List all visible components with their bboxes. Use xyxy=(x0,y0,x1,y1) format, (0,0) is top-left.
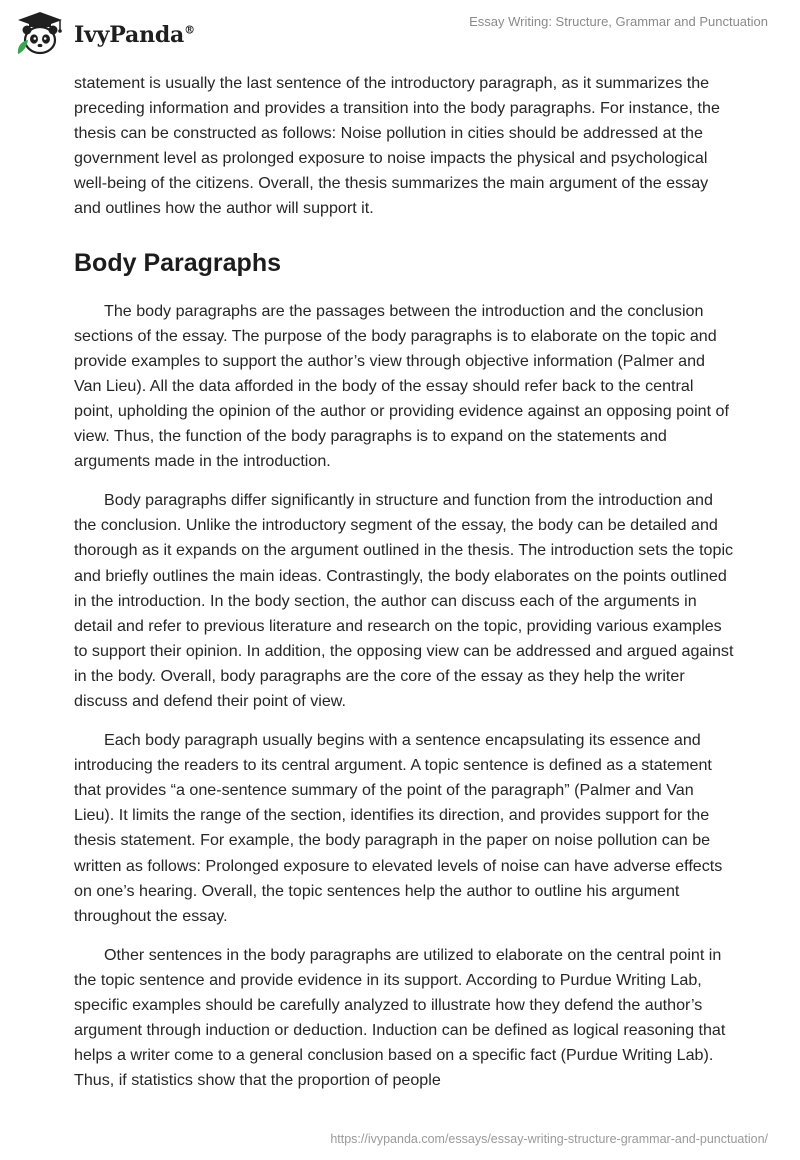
section-heading: Body Paragraphs xyxy=(74,248,282,277)
brand-logo[interactable] xyxy=(14,10,195,56)
body-paragraph-1: The body paragraphs are the passages between the introduction and the conclusion sections of the essay. The purpose of the body paragraphs is to elaborate on the topic and provide examples to support the author’s view through objective information (Palmer and Van Lieu). All the data afforded in the body of the essay should refer back to the central point, upholding the opinion of the author or providing evidence against an opposing point of view. Thus, the function of the body paragraphs is to expand on the statements and arguments made in the introduction. xyxy=(74,301,729,471)
source-url[interactable]: https://ivypanda.com/essays/essay-writing-structure-grammar-and-punctuation/ xyxy=(330,1132,768,1146)
body-paragraph-3: Each body paragraph usually begins with a sentence encapsulating its essence and introducing the readers to its central argument. A topic sentence is defined as a statement that provides “a one-sentence summary of the point of the paragraph” (Palmer and Van Lieu). It limits the range of the section, identifies its direction, and provides support for the thesis statement. For example, the body paragraph in the paper on noise pollution can be written as follows: Prolonged exposure to elevated levels of noise can have adverse effects on one’s hearing. Overall, the topic sentences help the author to outline his argument throughout the essay. xyxy=(74,731,723,925)
body-paragraph-2: Body paragraphs differ significantly in structure and function from the introduction and the conclusion. Unlike the introductory segment of the essay, the body can be detailed and thorough as it expands on the argument outlined in the thesis. The introduction sets the topic and briefly outlines the main ideas. Contrastingly, the body elaborates on the points outlined in the introduction. In the body section, the author can discuss each of the arguments in detail and refer to previous literature and research on the topic, providing various examples to support their opinion. In addition, the opposing view can be addressed and argued against in the body. Overall, body paragraphs are the core of the essay as they help the writer discuss and defend their point of view. xyxy=(74,491,734,710)
brand-name: IvyPanda® xyxy=(74,22,195,48)
document-title: Essay Writing: Structure, Grammar and Punctuation xyxy=(469,14,768,29)
essay-body xyxy=(74,71,734,1093)
page-header xyxy=(0,0,800,70)
body-paragraph-4: Other sentences in the body paragraphs are utilized to elaborate on the central point in the topic sentence and provide evidence in its support. According to Purdue Writing Lab, specific examples should be carefully analyzed to illustrate how they defend the author’s argument through induction or deduction. Induction can be defined as logical reasoning that helps a writer come to a general conclusion based on a specific fact (Purdue Writing Lab). Thus, if statistics show that the proportion of people xyxy=(74,945,726,1090)
panda-graduate-icon xyxy=(14,10,66,56)
intro-continuation-paragraph: statement is usually the last sentence of the introductory paragraph, as it summarizes the preceding information and provides a transition into the body paragraphs. For instance, the thesis can be constructed as follows: Noise pollution in cities should be addressed at the government level as prolonged exposure to noise impacts the physical and psychological well-being of the citizens. Overall, the thesis summarizes the main argument of the essay and outlines how the author will support it. xyxy=(74,74,720,218)
